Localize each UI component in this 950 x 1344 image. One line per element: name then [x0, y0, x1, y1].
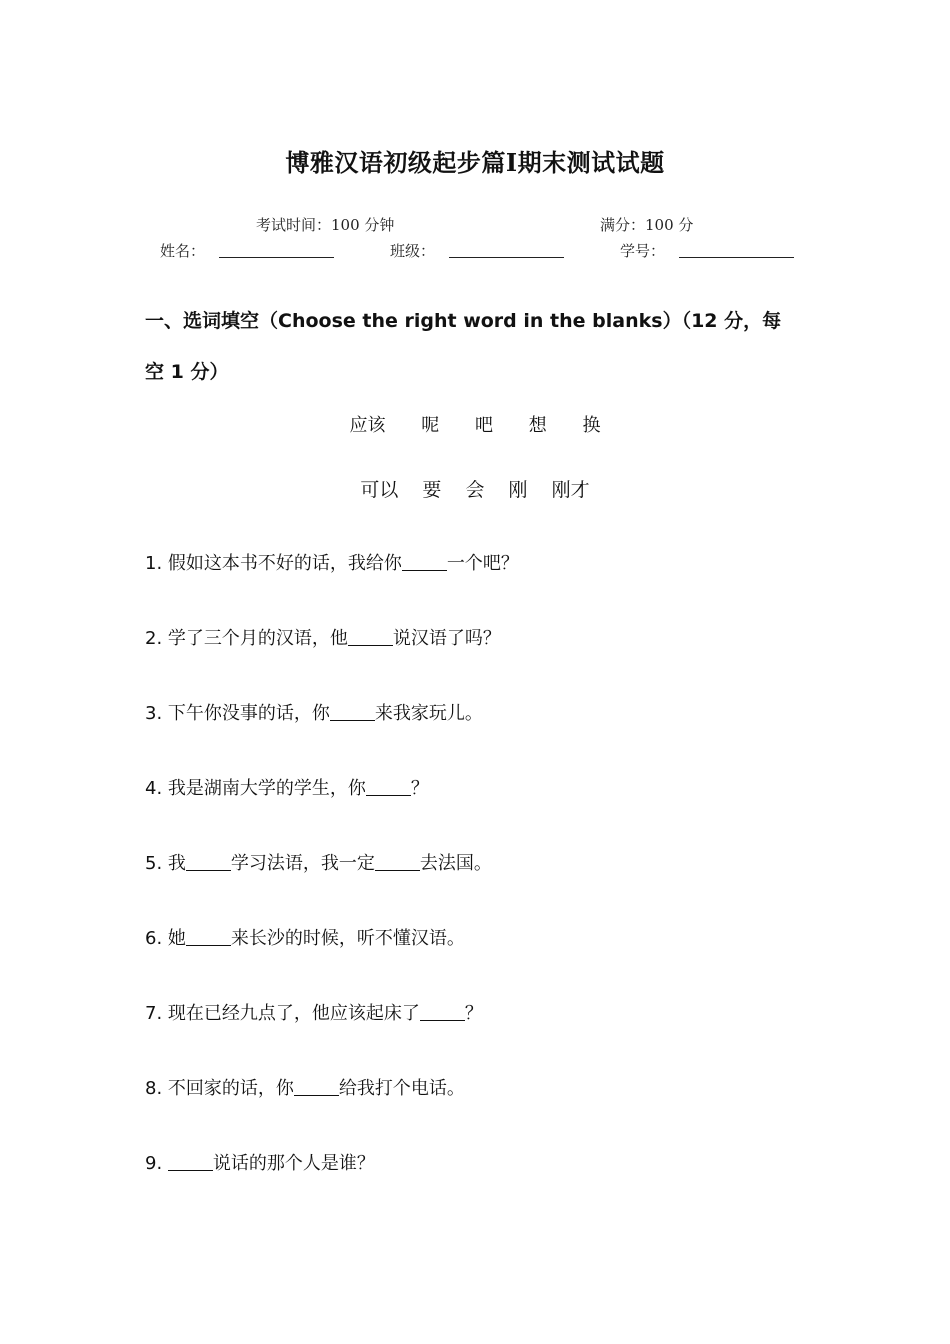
question-text: 说话的那个人是谁？ [212, 1153, 375, 1174]
answer-blank[interactable] [375, 856, 420, 871]
word-bank-item: 应该 [349, 415, 386, 436]
name-blank[interactable] [219, 243, 334, 258]
class-blank[interactable] [449, 243, 564, 258]
student-id-field[interactable] [620, 240, 794, 261]
question-item [145, 549, 519, 575]
answer-blank[interactable] [186, 856, 231, 871]
question-text: 一个吧？ [446, 553, 519, 574]
question-text: ？ [410, 778, 429, 799]
question-text: 9. [145, 1153, 168, 1174]
exam-time: 考试时间：100 分钟 [256, 216, 395, 234]
answer-blank[interactable] [402, 556, 447, 571]
question-item [145, 1149, 375, 1175]
question-item [145, 999, 483, 1025]
question-text: 4. 我是湖南大学的学生，你 [145, 778, 366, 799]
class-field[interactable] [390, 240, 564, 261]
answer-blank[interactable] [294, 1081, 339, 1096]
question-item [145, 774, 429, 800]
word-bank-item: 会 [465, 479, 485, 501]
word-bank-row-1 [0, 411, 950, 437]
full-score: 满分：100 分 [600, 216, 694, 234]
word-bank-item: 吧 [475, 415, 493, 436]
page-title: 博雅汉语初级起步篇Ⅰ期末测试试题 [285, 148, 665, 177]
word-bank-item: 想 [528, 415, 547, 436]
question-text: 去法国。 [419, 853, 492, 874]
question-text: 1. 假如这本书不好的话，我给你 [145, 553, 402, 574]
question-item [145, 1074, 465, 1100]
word-bank-item: 刚 [508, 479, 528, 501]
student-id-blank[interactable] [679, 243, 794, 258]
question-text: 来长沙的时候，听不懂汉语。 [230, 928, 465, 949]
question-text: 6. 她 [145, 928, 186, 949]
question-item [145, 924, 465, 950]
question-text: 2. 学了三个月的汉语，他 [145, 628, 348, 649]
word-bank-row-2 [0, 475, 950, 502]
question-text: 说汉语了吗？ [392, 628, 501, 649]
answer-blank[interactable] [168, 1156, 213, 1171]
word-bank-item: 换 [582, 415, 601, 436]
question-item [145, 699, 483, 725]
word-bank-item: 要 [422, 479, 442, 501]
answer-blank[interactable] [420, 1006, 465, 1021]
word-bank-item: 刚才 [551, 479, 590, 501]
question-item [145, 849, 492, 875]
question-text: 给我打个电话。 [338, 1078, 465, 1099]
answer-blank[interactable] [330, 706, 375, 721]
question-item [145, 624, 501, 650]
question-text: 3. 下午你没事的话，你 [145, 703, 330, 724]
question-text: ？ [464, 1003, 483, 1024]
question-text: 学习法语，我一定 [230, 853, 375, 874]
question-text: 8. 不回家的话，你 [145, 1078, 294, 1099]
answer-blank[interactable] [348, 631, 393, 646]
word-bank-item: 可以 [360, 479, 399, 501]
answer-blank[interactable] [366, 781, 411, 796]
answer-blank[interactable] [186, 931, 231, 946]
question-text: 来我家玩儿。 [374, 703, 483, 724]
class-label: 班级： [390, 242, 436, 260]
question-text: 7. 现在已经九点了，他应该起床了 [145, 1003, 420, 1024]
name-field[interactable] [160, 240, 334, 261]
word-bank-item: 呢 [421, 415, 440, 436]
name-label: 姓名： [160, 242, 206, 260]
student-id-label: 学号： [620, 242, 666, 260]
question-text: 5. 我 [145, 853, 186, 874]
section-heading: 一、选词填空（Choose the right word in the blanks）（12 分，每空 1 分） [145, 310, 782, 383]
